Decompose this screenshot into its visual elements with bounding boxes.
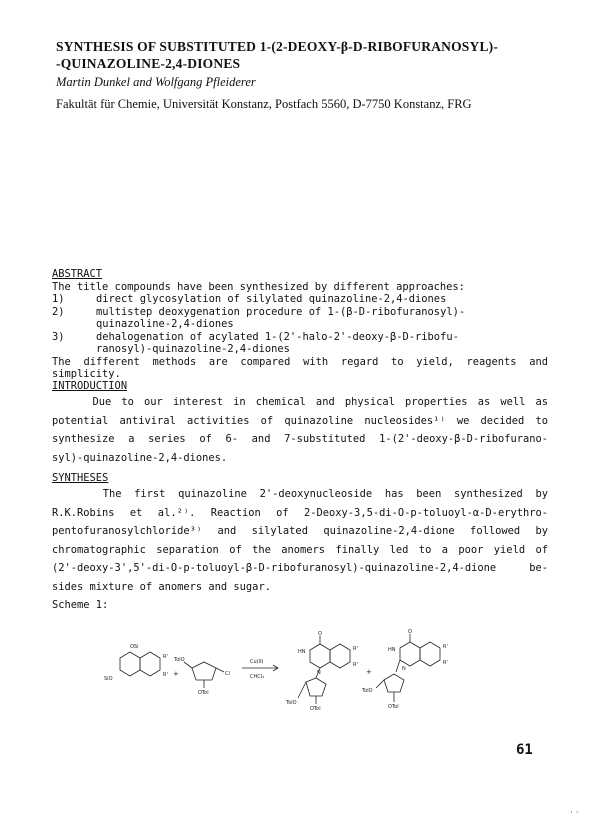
scheme-label: R' [443,660,448,666]
scheme-1-reaction-diagram [100,628,540,716]
paragraph-line: R.K.Robins et al.²⁾. Reaction of 2-Deoxy-3,5-di-O-p-toluoyl-α-D-erythro- [52,506,548,519]
scheme-label: TolO [174,657,185,663]
abstract-intro: The title compounds have been synthesized by different approaches: [52,280,465,293]
introduction-heading: INTRODUCTION [52,380,128,392]
scheme-label: R' [163,654,168,660]
abstract-item-text: direct glycosylation of silylated quinazoline-2,4-diones [96,293,447,305]
scheme-label: O [408,629,412,635]
abstract-closing-line-1: The different methods are compared with regard to yield, reagents and [52,355,548,368]
paragraph-line: Due to our interest in chemical and physical properties as well as [52,396,548,408]
abstract-item [52,293,548,306]
paragraph-line: The first quinazoline 2'-deoxynucleoside has been synthesized by [52,488,548,500]
scheme-label: TolO [362,688,373,694]
paragraph-line: syl)-quinazoline-2,4-diones. [52,451,228,464]
paragraph-line: potential antiviral activities of quinazoline nucleosides¹⁾ we decided to [52,414,548,427]
abstract-item-text: multistep deoxygenation procedure of 1-(β-D-ribofuranosyl)- quinazoline-2,4-diones [96,305,466,330]
page-number: 61 [516,742,533,758]
abstract-item-text: dehalogenation of acylated 1-(2'-halo-2'-deoxy-β-D-ribofu- ranosyl)-quinazoline-2,4-diones [96,330,459,355]
scheme-label: HN [298,649,306,655]
scheme-label: + [366,668,372,676]
anomer-quinazoline-ring [400,642,420,666]
scheme-label: OSi [130,644,139,650]
anomer-sugar-ring [384,674,404,692]
abstract-item [52,306,548,331]
scheme-label: OTol [388,704,399,710]
scheme-label: R' [353,646,358,652]
abstract-item-number: 1) [52,293,65,305]
abstract-item-number: 2) [52,305,65,318]
abstract-item [52,331,548,356]
scheme-label: O [318,631,322,637]
scheme-label: Cu(II) [250,659,264,665]
product-benzene-ring [330,644,350,668]
quinazoline-ring [120,652,140,676]
abstract-heading: ABSTRACT [52,268,103,280]
syntheses-section [52,471,548,615]
authors: Martin Dunkel and Wolfgang Pfleiderer [56,75,256,89]
paper-title [56,38,546,72]
benzene-ring [140,652,160,676]
scheme-label: + [173,670,179,678]
syntheses-heading: SYNTHESES [52,472,109,484]
paragraph-line: sides mixture of anomers and sugar. [52,580,271,593]
product-sugar-ring [306,678,326,696]
scheme-label: R' [443,644,448,650]
scheme-label: CHCl₃ [250,674,265,680]
affiliation: Fakultät für Chemie, Universität Konstanz, Postfach 5560, D-7750 Konstanz, FRG [56,97,472,111]
abstract-item-number: 3) [52,330,65,343]
product-quinazoline-ring [310,644,330,668]
anomer-benzene-ring [420,642,440,666]
scheme-label: R' [163,672,168,678]
paragraph-line: pentofuranosylchloride³⁾ and silylated quinazoline-2,4-dione followed by [52,525,548,537]
scheme-label: Cl [225,671,230,677]
paragraph-line: synthesize a series of 6- and 7-substituted 1-(2'-deoxy-β-D-ribofurano- [52,433,548,445]
abstract-section [52,268,548,381]
paragraph-line: chromatographic separation of the anomers finally led to a poor yield of [52,543,548,556]
abstract-closing-line-2: simplicity. [52,368,121,380]
paragraph-line: (2'-deoxy-3',5'-di-O-p-toluoyl-β-D-ribofuranosyl)-quinazoline-2,4-dione be- [52,562,548,574]
scheme-label: R' [353,662,358,668]
introduction-section [52,379,548,467]
sugar-ring [192,662,216,680]
title-line-2: -QUINAZOLINE-2,4-DIONES [56,56,241,71]
title-line-1: SYNTHESIS OF SUBSTITUTED 1-(2-DEOXY-β-D-RIBOFURANOSYL)- [56,39,499,54]
scheme-label: N [317,670,321,676]
scheme-label: Scheme 1: [52,599,109,611]
scheme-label: N [402,666,406,672]
scheme-label: OTol [198,690,209,696]
scheme-label: TolO [286,700,297,706]
scan-artifact: · · [570,808,579,818]
scheme-label: HN [388,647,396,653]
scheme-label: SiO [104,676,113,682]
scheme-label: OTol [310,706,321,712]
